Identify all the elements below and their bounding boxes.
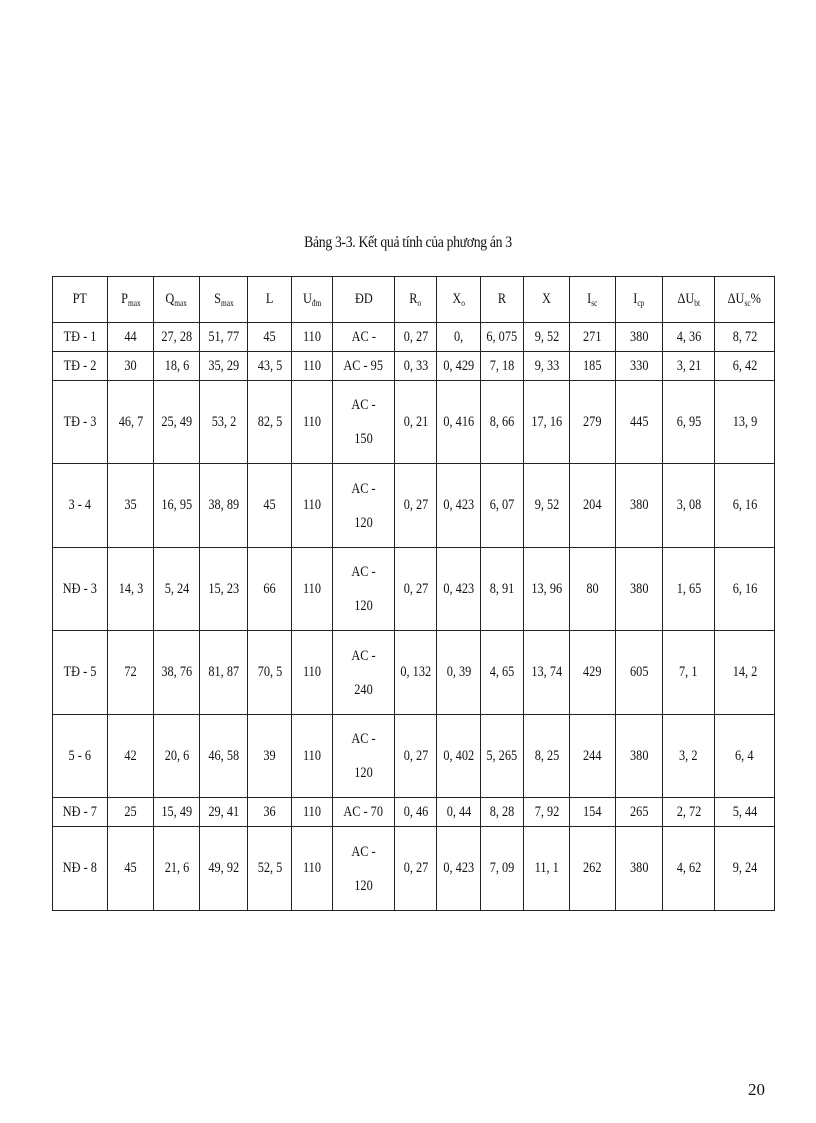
table-cell: 185 [570,352,616,381]
table-cell: NĐ - 3 [53,548,108,631]
table-cell: 110 [292,352,333,381]
column-header: $I_{cp}$ [616,277,663,323]
table-cell: 21, 6 [154,827,200,911]
table-cell: 0, 402 [437,715,481,798]
table-cell: 15, 23 [200,548,248,631]
table-cell: 46, 58 [200,715,248,798]
column-header: $P_{max}$ [108,277,154,323]
table-row [53,381,775,464]
table-cell: 271 [570,323,616,352]
table-cell: 4, 65 [481,631,524,715]
table-cell: 110 [292,323,333,352]
table-cell: AC - 70 [333,798,395,827]
table-cell: AC - 120 [333,827,395,911]
table-cell: 5 - 6 [53,715,108,798]
table-cell: 279 [570,381,616,464]
table-cell: 49, 92 [200,827,248,911]
table-cell: 0, 416 [437,381,481,464]
table-cell: 45 [108,827,154,911]
table-cell: 6, 4 [715,715,775,798]
column-header: $X_o$ [437,277,481,323]
table-cell: 0, 21 [395,381,437,464]
table-cell: 605 [616,631,663,715]
table-cell: 265 [616,798,663,827]
table-row [53,715,775,798]
table-cell: 8, 91 [481,548,524,631]
table-cell: 9, 24 [715,827,775,911]
table-cell: 35, 29 [200,352,248,381]
table-cell: 35 [108,464,154,548]
table-cell: 0, 423 [437,464,481,548]
table-row [53,548,775,631]
table-cell: 6, 07 [481,464,524,548]
table-row [53,798,775,827]
table-cell: 6, 16 [715,548,775,631]
table-cell: 66 [248,548,292,631]
table-cell: 0, 27 [395,323,437,352]
table-cell: TĐ - 5 [53,631,108,715]
table-cell: 17, 16 [524,381,570,464]
table-cell: 80 [570,548,616,631]
table-row [53,631,775,715]
table-cell: 81, 87 [200,631,248,715]
table-cell: 5, 265 [481,715,524,798]
table-cell: 44 [108,323,154,352]
table-cell: AC - [333,323,395,352]
table-cell: TĐ - 2 [53,352,108,381]
table-cell: 14, 3 [108,548,154,631]
table-cell: 0, 423 [437,548,481,631]
table-cell: 13, 74 [524,631,570,715]
table-cell: 29, 41 [200,798,248,827]
table-cell: NĐ - 7 [53,798,108,827]
table-cell: 0, 33 [395,352,437,381]
column-header: $Q_{max}$ [154,277,200,323]
table-cell: 9, 33 [524,352,570,381]
table-cell: AC - 120 [333,548,395,631]
table-cell: 0, 27 [395,464,437,548]
table-cell: 8, 28 [481,798,524,827]
table-cell: NĐ - 8 [53,827,108,911]
table-cell: 110 [292,798,333,827]
table-cell: 110 [292,548,333,631]
column-header: $I_{sc}$ [570,277,616,323]
column-header: R [481,277,524,323]
table-cell: AC - 120 [333,464,395,548]
table-cell: 14, 2 [715,631,775,715]
table-cell: 6, 075 [481,323,524,352]
table-cell: 45 [248,464,292,548]
table-cell: 46, 7 [108,381,154,464]
header-row [53,277,775,323]
column-header: X [524,277,570,323]
table-cell: TĐ - 3 [53,381,108,464]
table-cell: 43, 5 [248,352,292,381]
column-header: $S_{max}$ [200,277,248,323]
table-cell: 51, 77 [200,323,248,352]
table-cell: 0, 46 [395,798,437,827]
table-cell: 0, 27 [395,715,437,798]
table-cell: 380 [616,464,663,548]
table-cell: 70, 5 [248,631,292,715]
table-cell: 25, 49 [154,381,200,464]
table-cell: 6, 42 [715,352,775,381]
table-cell: 9, 52 [524,464,570,548]
column-header: PT [53,277,108,323]
table-cell: 244 [570,715,616,798]
page-number: 20 [748,1080,765,1099]
table-cell: TĐ - 1 [53,323,108,352]
table-cell: 53, 2 [200,381,248,464]
table-cell: 2, 72 [663,798,715,827]
table-cell: AC - 240 [333,631,395,715]
table-cell: 380 [616,323,663,352]
table-cell: 3, 08 [663,464,715,548]
table-cell: 4, 36 [663,323,715,352]
table-cell: 3 - 4 [53,464,108,548]
table-row [53,827,775,911]
table-row [53,464,775,548]
table-cell: 110 [292,381,333,464]
table-cell: 27, 28 [154,323,200,352]
table-row [53,352,775,381]
column-header: L [248,277,292,323]
table-cell: 110 [292,827,333,911]
table-cell: 13, 9 [715,381,775,464]
table-cell: 0, 132 [395,631,437,715]
table-cell: AC - 120 [333,715,395,798]
table-cell: 110 [292,464,333,548]
column-header: $\Delta U_{sc}\%$ [715,277,775,323]
table-cell: 3, 2 [663,715,715,798]
table-cell: 82, 5 [248,381,292,464]
table-cell: 25 [108,798,154,827]
column-header: $\Delta U_{bt}$ [663,277,715,323]
table-cell: 38, 89 [200,464,248,548]
column-header: $U_{đm}$ [292,277,333,323]
table-cell: 39 [248,715,292,798]
table-cell: 7, 18 [481,352,524,381]
table-cell: 6, 95 [663,381,715,464]
table-cell: 0, 27 [395,548,437,631]
column-header: ĐD [333,277,395,323]
table-cell: AC - 95 [333,352,395,381]
table-cell: 4, 62 [663,827,715,911]
table-cell: 7, 1 [663,631,715,715]
table-cell: 11, 1 [524,827,570,911]
results-table [52,276,775,911]
table-cell: 262 [570,827,616,911]
table-cell: 8, 72 [715,323,775,352]
table-cell: 30 [108,352,154,381]
table-cell: 42 [108,715,154,798]
table-title: Bảng 3-3. Kết quả tính của phương án 3 [304,234,512,251]
table-cell: 5, 24 [154,548,200,631]
table-row [53,323,775,352]
table-cell: 445 [616,381,663,464]
table-cell: 0, [437,323,481,352]
table-cell: 330 [616,352,663,381]
table-cell: 154 [570,798,616,827]
table-cell: 110 [292,715,333,798]
table-cell: 0, 39 [437,631,481,715]
table-cell: 429 [570,631,616,715]
table-cell: 38, 76 [154,631,200,715]
table-cell: 8, 66 [481,381,524,464]
table-cell: 380 [616,715,663,798]
table-cell: 16, 95 [154,464,200,548]
table-cell: 380 [616,827,663,911]
table-cell: 9, 52 [524,323,570,352]
table-cell: 8, 25 [524,715,570,798]
table-cell: 72 [108,631,154,715]
table-cell: 5, 44 [715,798,775,827]
table-cell: 0, 44 [437,798,481,827]
column-header: $R_o$ [395,277,437,323]
table-cell: 13, 96 [524,548,570,631]
table-cell: 7, 09 [481,827,524,911]
table-cell: 20, 6 [154,715,200,798]
table-cell: 15, 49 [154,798,200,827]
table-cell: 45 [248,323,292,352]
table-cell: 52, 5 [248,827,292,911]
table-cell: 0, 429 [437,352,481,381]
table-cell: AC - 150 [333,381,395,464]
table-cell: 3, 21 [663,352,715,381]
table-cell: 110 [292,631,333,715]
table-cell: 7, 92 [524,798,570,827]
table-cell: 380 [616,548,663,631]
table-cell: 18, 6 [154,352,200,381]
table-cell: 0, 27 [395,827,437,911]
table-cell: 1, 65 [663,548,715,631]
table-cell: 0, 423 [437,827,481,911]
table-cell: 36 [248,798,292,827]
table-cell: 204 [570,464,616,548]
table-cell: 6, 16 [715,464,775,548]
